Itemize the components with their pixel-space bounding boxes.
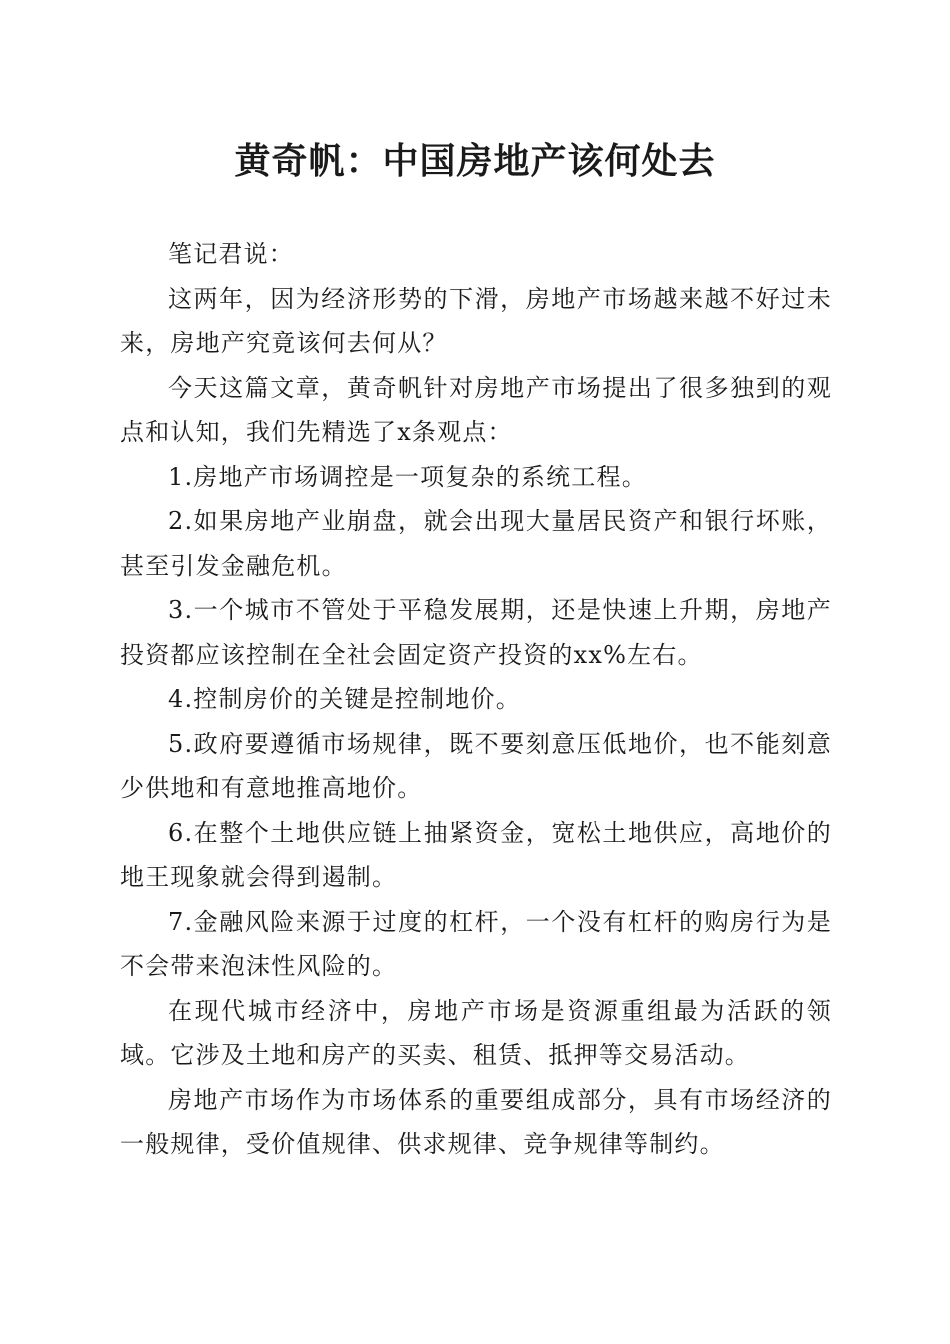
viewpoint-item: 1.房地产市场调控是一项复杂的系统工程。 xyxy=(168,462,647,491)
viewpoint-item: 3.一个城市不管处于平稳发展期，还是快速上升期，房地产投资都应该控制在全社会固定资产投资的xx%左右。 xyxy=(120,596,832,669)
viewpoint-item: 7.金融风险来源于过度的杠杆，一个没有杠杆的购房行为是不会带来泡沫性风险的。 xyxy=(120,907,832,980)
paragraph-body: 在现代城市经济中，房地产市场是资源重组最为活跃的领域。它涉及土地和房产的买卖、租赁、抵押等交易活动。 xyxy=(120,996,832,1069)
paragraph-intro-label: 笔记君说： xyxy=(168,240,294,268)
viewpoint-item: 2.如果房地产业崩盘，就会出现大量居民资产和银行坏账，甚至引发金融危机。 xyxy=(120,507,832,580)
paragraph-intro: 这两年，因为经济形势的下滑，房地产市场越来越不好过未来，房地产究竟该何去何从？ xyxy=(120,284,832,357)
paragraph-body: 房地产市场作为市场体系的重要组成部分，具有市场经济的一般规律，受价值规律、供求规律、竞争规律等制约。 xyxy=(120,1085,832,1158)
paragraph-lead: 今天这篇文章，黄奇帆针对房地产市场提出了很多独到的观点和认知，我们先精选了x条观点： xyxy=(120,373,832,446)
document-body xyxy=(120,232,832,1167)
viewpoint-item: 6.在整个土地供应链上抽紧资金，宽松土地供应，高地价的地王现象就会得到遏制。 xyxy=(120,818,832,891)
document-title: 黄奇帆：中国房地产该何处去 xyxy=(234,140,716,182)
viewpoint-item: 4.控制房价的关键是控制地价。 xyxy=(168,685,521,713)
viewpoint-item: 5.政府要遵循市场规律，既不要刻意压低地价，也不能刻意少供地和有意地推高地价。 xyxy=(120,729,832,802)
